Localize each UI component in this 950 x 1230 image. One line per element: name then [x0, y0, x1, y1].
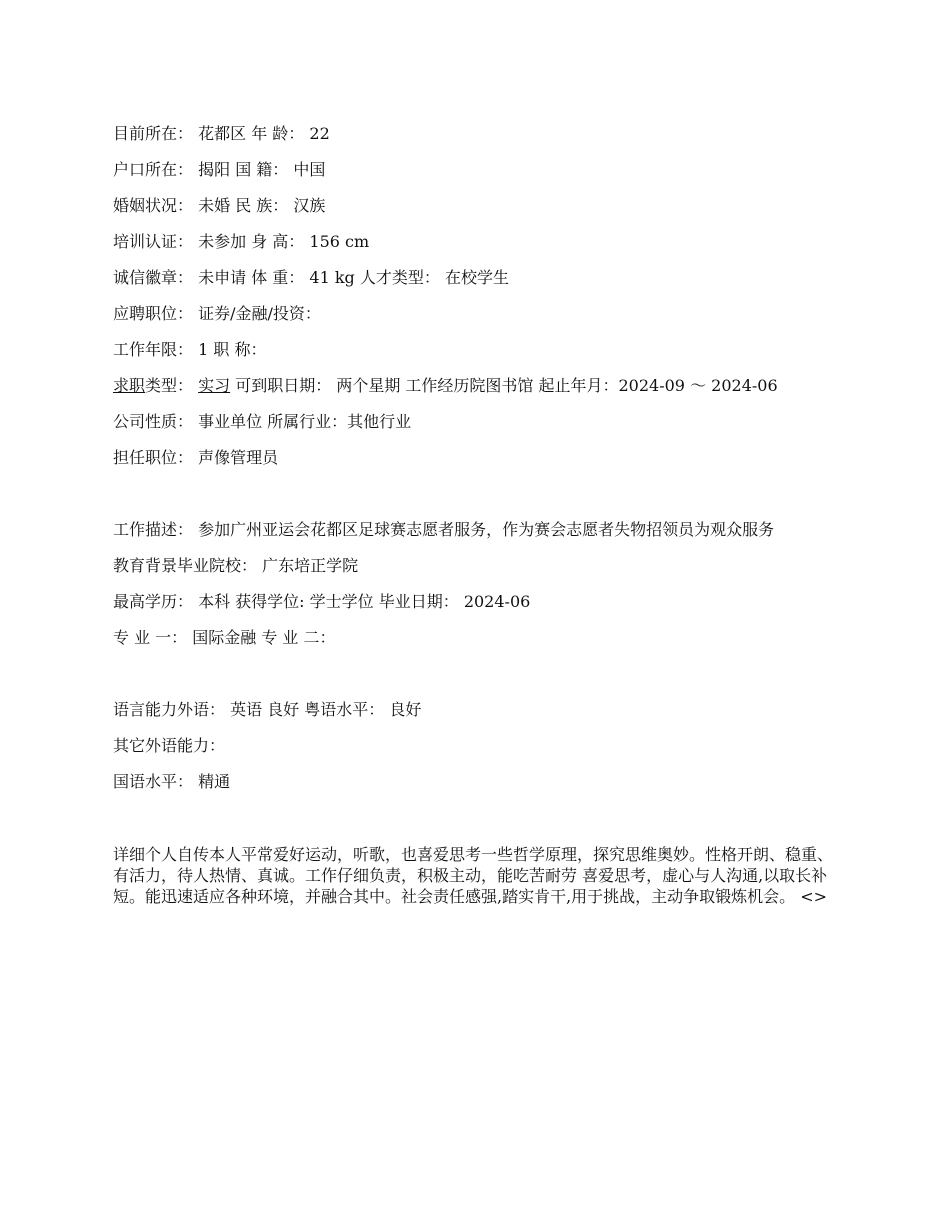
marital-ethnicity-row: [113, 196, 837, 216]
ethnicity-label: 民 族：: [235, 196, 289, 215]
training-value: 未参加: [198, 232, 247, 251]
job-type-label: 类型：: [145, 376, 194, 395]
major-row: 专 业 一： 国际金融 专 业 二：: [113, 628, 336, 647]
title-label: 职 称：: [213, 340, 267, 359]
degree-row: 最高学历： 本科 获得学位: 学士学位 毕业日期： 2024-06: [113, 592, 531, 611]
section-gap: [113, 808, 837, 844]
location-age-row: [113, 124, 837, 144]
training-label: 培训认证：: [113, 232, 194, 251]
school-row: 教育背景毕业院校： 广东培正学院: [113, 556, 359, 575]
years-title-row: [113, 340, 837, 360]
bio-paragraph: 详细个人自传本人平常爱好运动，听歌，也喜爱思考一些哲学原理，探究思维奥妙。性格开朗、稳重、有活力，待人热情、真诚。工作仔细负责，积极主动，能吃苦耐劳 喜爱思考，虚心与人沟通,以取长补短。能迅速适应各种环境，并融合其中。社会责任感强,踏实肯干,用于挑战，主动争取锻炼机会。 <>: [113, 845, 834, 906]
job-type-value-link[interactable]: 实习: [198, 376, 231, 395]
training-height-row: [113, 232, 837, 252]
role-row: 担任职位： 声像管理员: [113, 448, 279, 467]
credit-value: 未申请: [198, 268, 247, 287]
location-value: 花都区: [198, 124, 247, 143]
ethnicity-value: 汉族: [293, 196, 326, 215]
talent-label: 人才类型：: [359, 268, 440, 287]
nationality-label: 国 籍：: [235, 160, 289, 179]
marital-label: 婚姻状况：: [113, 196, 194, 215]
height-value: 156 cm: [309, 232, 370, 251]
age-value: 22: [309, 124, 330, 143]
location-label: 目前所在：: [113, 124, 194, 143]
hukou-label: 户口所在：: [113, 160, 194, 179]
age-label: 年 龄：: [251, 124, 305, 143]
resume-body: [113, 124, 837, 907]
job-type-row: [113, 376, 837, 396]
description-row: 工作描述： 参加广州亚运会花都区足球赛志愿者服务，作为赛会志愿者失物招领员为观众服务: [113, 520, 775, 539]
hukou-value: 揭阳: [198, 160, 231, 179]
section-gap: [113, 484, 837, 520]
credit-label: 诚信徽章：: [113, 268, 194, 287]
company-row: 公司性质： 事业单位 所属行业：其他行业: [113, 412, 412, 431]
availability-text: 可到职日期： 两个星期 工作经历院图书馆 起止年月：2024-09 ～ 2024-06: [235, 376, 778, 395]
mandarin-row: 国语水平： 精通: [113, 772, 231, 791]
weight-label: 体 重：: [251, 268, 305, 287]
credit-weight-talent-row: [113, 268, 837, 288]
other-language-row: 其它外语能力：: [113, 736, 226, 755]
years-value: 1: [198, 340, 209, 359]
hukou-nationality-row: [113, 160, 837, 180]
position-value: 证券/金融/投资：: [198, 304, 321, 323]
nationality-value: 中国: [293, 160, 326, 179]
section-gap: [113, 664, 837, 700]
marital-value: 未婚: [198, 196, 231, 215]
height-label: 身 高：: [251, 232, 305, 251]
position-label: 应聘职位：: [113, 304, 194, 323]
position-row: [113, 304, 837, 324]
job-type-link[interactable]: 求职: [113, 376, 146, 395]
foreign-language-row: 语言能力外语： 英语 良好 粤语水平： 良好: [113, 700, 422, 719]
talent-value: 在校学生: [445, 268, 510, 287]
weight-value: 41 kg: [309, 268, 355, 287]
years-label: 工作年限：: [113, 340, 194, 359]
